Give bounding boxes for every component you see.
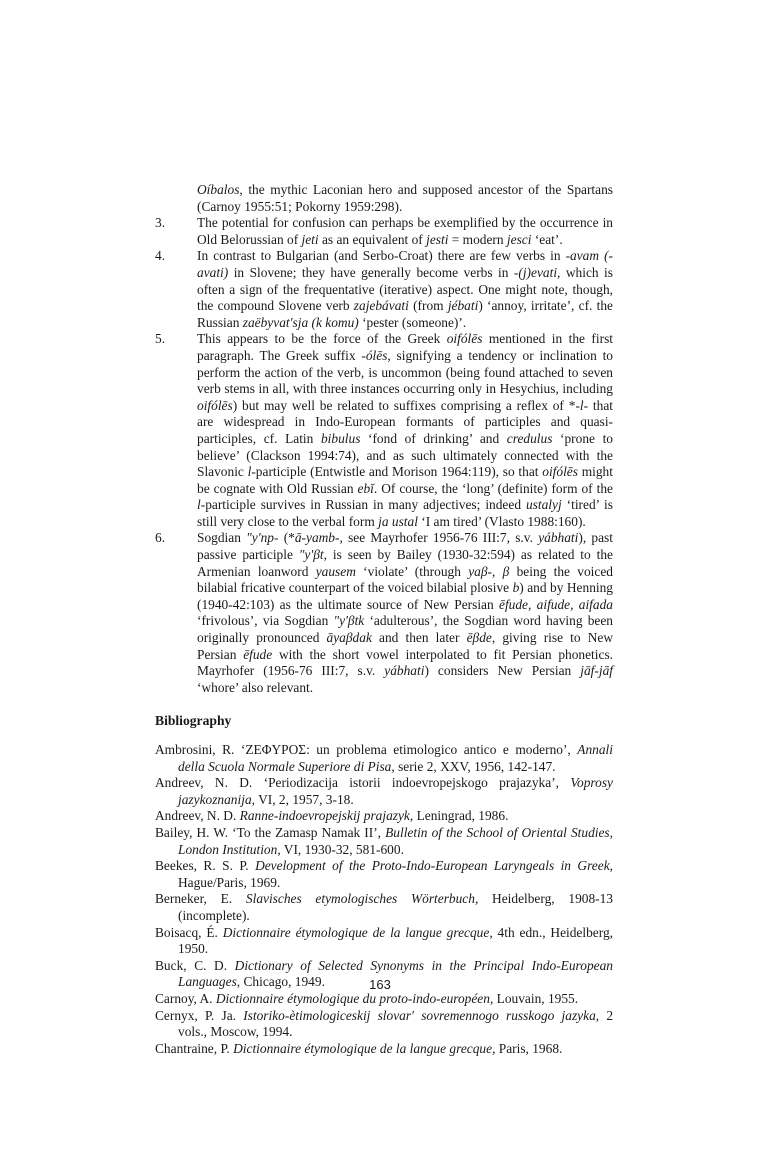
note-number: 4. <box>155 248 166 264</box>
bib-entry: Buck, C. D. Dictionary of Selected Synonyms in the Principal Indo-European Languages, Chicago, 1949. <box>155 957 613 990</box>
endnote-6: 6. Sogdian "y'np- (*ā-yamb-, see Mayrhofer 1956-76 III:7, s.v. yábhati), past passive participle "y'βt, is seen by Bailey (1930-32:594) as related to the Armenian loanword yausem ‘violate’ (through yaβ-, β being the voiced bilabial fricative counterpart of the voiced bilabial plosive b) and by Henning (1940-42:103) as the ultimate source of New Persian ēfude, aifude, aifada ‘frivolous’, via Sogdian "y'βtk ‘adulterous’, the Sogdian word having been originally pronounced āyaβdak and then later ēβde, giving rise to New Persian ēfude with the short vowel interpolated to fit Persian phonetics. Mayrhofer (1956-76 III:7, s.v. yábhati) considers New Persian jāf-jāf ‘whore’ also relevant. <box>155 530 614 695</box>
endnote-3: 3. The potential for confusion can perhaps be exemplified by the occurrence in Old Belorussian of jeti as an equivalent of jesti = modern jesci ‘eat’. <box>155 215 613 247</box>
note-2-continuation: Oíbalos, the mythic Laconian hero and supposed ancestor of the Spartans (Carnoy 1955:51; Pokorny 1959:298). <box>197 182 613 214</box>
bib-entry: Bailey, H. W. ‘To the Zamasp Namak II’, Bulletin of the School of Oriental Studies, London Institution, VI, 1930-32, 581-600. <box>155 824 613 857</box>
page-body <box>155 182 613 1057</box>
page-number: 163 <box>369 977 391 992</box>
endnote-4: 4. In contrast to Bulgarian (and Serbo-Croat) there are few verbs in -avam (-avati) in Slovene; they have generally become verbs in -(j)evati, which is often a sign of the frequentative (iterative) aspect. One might note, though, the compound Slovene verb zajebávati (from jébati) ‘annoy, irritate’, cf. the Russian zaëbyvat′sja (k komu) ‘pester (someone)’. <box>155 248 614 330</box>
note-number: 5. <box>155 331 166 347</box>
bib-entry: Cernyx, P. Ja. Istoriko-ètimologiceskij slovar′ sovremennogo russkogo jazyka, 2 vols., Moscow, 1994. <box>155 1007 614 1040</box>
bibliography-list <box>155 742 613 1057</box>
note-number: 3. <box>155 215 166 231</box>
bib-entry: Ambrosini, R. ‘ZEΦYPOΣ: un problema etimologico antico e moderno’, Annali della Scuola Normale Superiore di Pisa, serie 2, XXV, 1956, 142-147. <box>155 742 613 774</box>
endnote-5: 5. This appears to be the force of the Greek oifólēs mentioned in the first paragraph. The Greek suffix -ólēs, signifying a tendency or inclination to perform the action of the verb, is uncommon (being found attached to seven verb stems in all, with three instances occurring only in Hesychius, including oifólēs) but may well be related to suffixes comprising a reflex of *-l- that are widespread in Indo-European formants of participles and quasi-participles, cf. Latin bibulus ‘fond of drinking’ and credulus ‘prone to believe’ (Clackson 1994:74), and as such ultimately connected with the Slavonic l-participle (Entwistle and Morison 1964:119), so that oifólēs might be cognate with Old Russian ebĭ. Of course, the ‘long’ (definite) form of the l-participle survives in Russian in many adjectives; indeed ustalyj ‘tired’ is still very close to the verbal form ja ustal ‘I am tired’ (Vlasto 1988:160). <box>155 331 614 529</box>
bib-entry: Andreev, N. D. Ranne-indoevropejskij prajazyk, Leningrad, 1986. <box>155 808 509 824</box>
bibliography-heading: Bibliography <box>155 713 232 729</box>
bib-entry: Chantraine, P. Dictionnaire étymologique de la langue grecque, Paris, 1968. <box>155 1040 563 1056</box>
bib-entry: Berneker, E. Slavisches etymologisches Wörterbuch, Heidelberg, 1908-13 (incomplete). <box>155 891 614 923</box>
bib-entry: Carnoy, A. Dictionnaire étymologique du proto-indo-européen, Louvain, 1955. <box>155 990 579 1006</box>
bib-entry: Boisacq, É. Dictionnaire étymologique de la langue grecque, 4th edn., Heidelberg, 1950. <box>155 924 613 957</box>
bib-entry: Andreev, N. D. ‘Periodizacija istorii indoevropejskogo prajazyka’, Voprosy jazykoznanija, VI, 2, 1957, 3-18. <box>155 775 613 807</box>
note-number: 6. <box>155 530 166 546</box>
bib-entry: Beekes, R. S. P. Development of the Proto-Indo-European Laryngeals in Greek, Hague/Paris, 1969. <box>155 858 613 890</box>
